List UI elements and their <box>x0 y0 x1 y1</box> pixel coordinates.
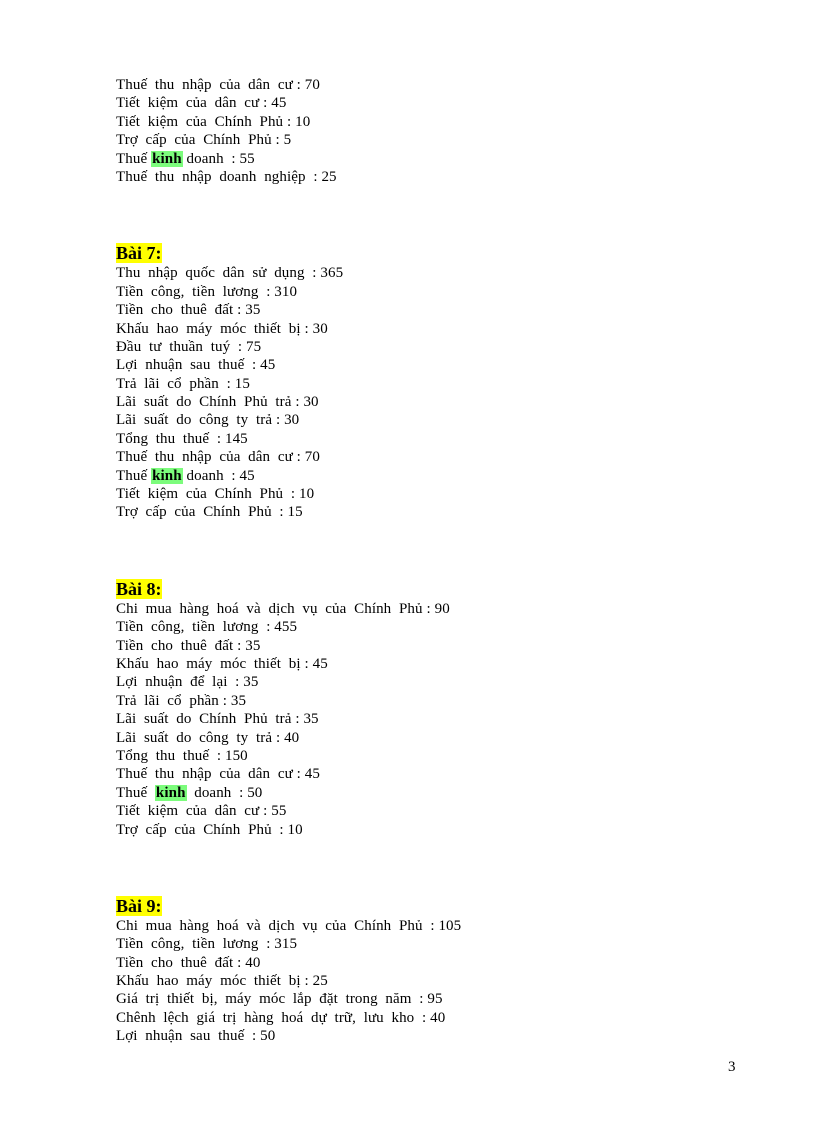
text-line: Tiết kiệm của Chính Phủ : 10 <box>116 113 311 130</box>
exercise-9 <box>116 895 736 1046</box>
text-line: Trợ cấp của Chính Phủ : 10 <box>116 821 303 838</box>
text-line: Khấu hao máy móc thiết bị : 30 <box>116 320 328 337</box>
text-line: Tổng thu thuế : 150 <box>116 747 248 764</box>
exercise-7 <box>116 242 736 521</box>
text-line: Khấu hao máy móc thiết bị : 25 <box>116 973 328 990</box>
text-line: Tiền cho thuê đất : 35 <box>116 637 261 654</box>
exercise-title: Bài 7: <box>116 243 162 264</box>
text-line: Lãi suất do công ty trả : 40 <box>116 729 300 746</box>
text-line: Chi mua hàng hoá và dịch vụ của Chính Phủ : 90 <box>116 600 450 617</box>
text-line: Trợ cấp của Chính Phủ : 15 <box>116 504 303 521</box>
text-line: Thuế thu nhập của dân cư : 70 <box>116 449 320 466</box>
exercise-title: Bài 8: <box>116 578 162 599</box>
text-line: Thuế kinh doanh : 45 <box>116 467 255 484</box>
text-line: Tiền công, tiền lương : 455 <box>116 619 298 636</box>
highlighted-word: kinh <box>152 467 182 484</box>
text-line: Tiết kiệm của dân cư : 55 <box>116 803 287 820</box>
exercise-8 <box>116 578 736 839</box>
text-line: Khấu hao máy móc thiết bị : 45 <box>116 655 328 672</box>
page-content <box>116 76 736 1046</box>
highlighted-word: kinh <box>152 150 182 167</box>
text-line: Tiền cho thuê đất : 40 <box>116 954 261 971</box>
text-line: Thuế thu nhập của dân cư : 45 <box>116 766 320 783</box>
text-line: Tổng thu thuế : 145 <box>116 430 248 447</box>
text-line: Tiền công, tiền lương : 310 <box>116 283 298 300</box>
text-line: Tiết kiệm của Chính Phủ : 10 <box>116 486 315 503</box>
text-line: Trả lãi cổ phần : 35 <box>116 692 247 709</box>
text-line: Tiền cho thuê đất : 35 <box>116 302 261 319</box>
text-line: Chi mua hàng hoá và dịch vụ của Chính Phủ : 105 <box>116 917 462 934</box>
intro-block <box>116 76 736 186</box>
text-line: Thuế thu nhập của dân cư : 70 <box>116 77 320 93</box>
text-line: Chênh lệch giá trị hàng hoá dự trữ, lưu kho : 40 <box>116 1009 446 1026</box>
text-line: Lợi nhuận sau thuế : 50 <box>116 1028 276 1045</box>
text-line: Đầu tư thuần tuý : 75 <box>116 338 262 355</box>
text-line: Thuế kinh doanh : 50 <box>116 784 263 801</box>
text-line: Tiền công, tiền lương : 315 <box>116 936 298 953</box>
text-line: Lãi suất do Chính Phủ trả : 30 <box>116 394 319 411</box>
text-line: Thuế thu nhập doanh nghiệp : 25 <box>116 168 337 185</box>
page-number: 3 <box>728 1059 736 1075</box>
text-line: Trả lãi cổ phần : 15 <box>116 375 250 392</box>
text-line: Lãi suất do Chính Phủ trả : 35 <box>116 711 319 728</box>
text-line: Lợi nhuận sau thuế : 45 <box>116 357 276 374</box>
text-line: Trợ cấp của Chính Phủ : 5 <box>116 132 292 149</box>
text-line: Giá trị thiết bị, máy móc lắp đặt trong năm : 95 <box>116 991 443 1008</box>
text-line: Thuế kinh doanh : 55 <box>116 150 255 167</box>
exercise-title: Bài 9: <box>116 895 162 916</box>
text-line: Lãi suất do công ty trả : 30 <box>116 412 300 429</box>
text-line: Tiết kiệm của dân cư : 45 <box>116 95 287 112</box>
highlighted-word: kinh <box>155 784 186 801</box>
text-line: Lợi nhuận để lại : 35 <box>116 674 259 691</box>
text-line: Thu nhập quốc dân sử dụng : 365 <box>116 265 344 282</box>
